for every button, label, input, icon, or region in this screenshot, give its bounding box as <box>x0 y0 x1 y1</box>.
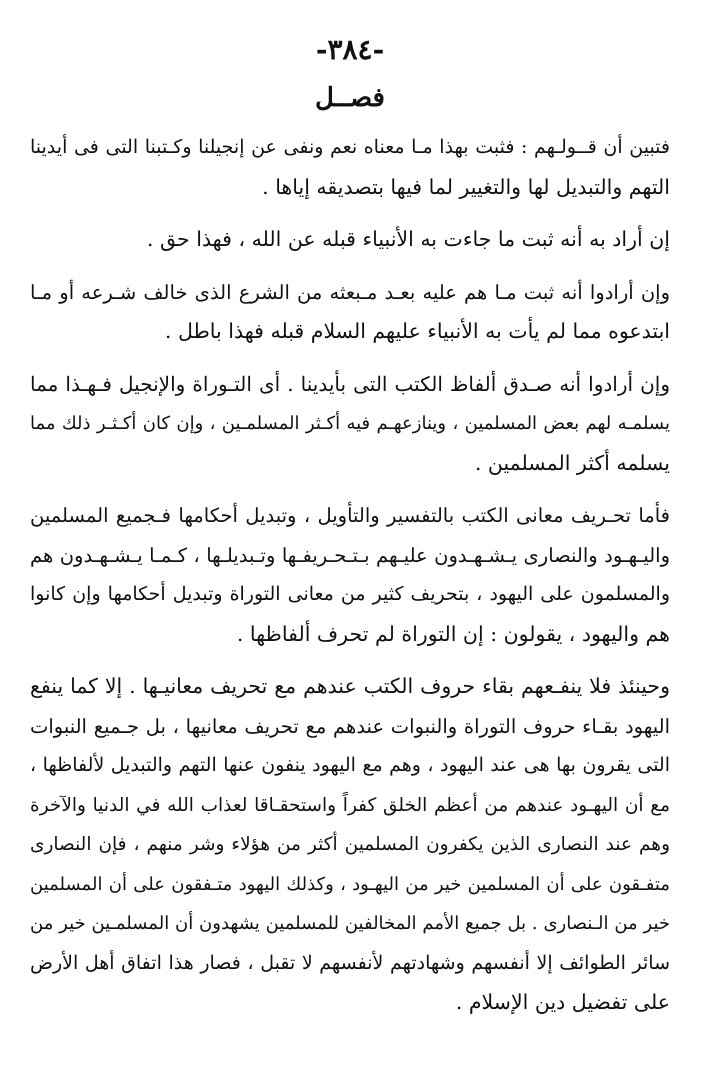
text-line: وهم عند النصارى الذين يكفرون المسلمين أكثر من هؤلاء وشر منهم ، فإن النصارى <box>30 834 670 855</box>
paragraph-1 <box>30 128 670 207</box>
document-page <box>30 30 670 1036</box>
text-line: مع أن اليهـود عندهم من أعظم الخلق كفراً واستحقـاقا لعذاب الله في الدنيا والآخرة <box>30 794 670 816</box>
text-line: التى يقرون بها هى عند اليهود ، وهم مع اليهود ينفون عنها التهم والتبديل لألفاظها ، <box>30 754 670 776</box>
paragraph-2 <box>30 220 670 260</box>
text-line: وإن أرادوا أنه صـدق ألفاظ الكتب التى بأيدينا . أى التـوراة والإنجيل فـهـذا مما <box>30 371 670 396</box>
text-line: وإن أرادوا أنه ثبت مـا هم عليه بعـد مـبعثه من الشرع الذى خالف شـرعه أو مـا <box>30 280 670 304</box>
text-line: يسلمه أكثر المسلمين . <box>474 450 670 475</box>
text-line: واليـهـود والنصارى يـشـهـدون عليـهم بـتـحـريفـها وتـبديلـها ، كـمـا يـشـهـدون هم <box>30 543 670 567</box>
text-line: فأما تحـريف معانى الكتب بالتفسير والتأويل ، وتبديل أحكامها فـجميع المسلمين <box>30 504 670 527</box>
paragraph-4 <box>30 365 670 484</box>
text-line: متفـقون على أن المسلمين خير من اليهـود ، وكذلك اليهود متـفقون على أن المسلمين <box>30 873 670 895</box>
text-line: يسلمـه لهم بعض المسلمين ، وينازعهـم فيه أكـثر المسلمـين ، وإن كان أكـثـر ذلك مما <box>30 413 670 434</box>
text-line: هم واليهود ، يقولون : إن التوراة لم تحرف ألفاظها . <box>236 621 670 646</box>
text-line: اليهود بقـاء حروف التوراة والنبوات عندهم مع تحريف معانيها ، بل جـميع النبوات <box>30 714 670 738</box>
text-line: فتبين أن قــولـهم : فثبت بهذا مـا معناه نعم ونفى عن إنجيلنا وكـتبنا التى فى أيدينا <box>30 136 670 158</box>
paragraph-6 <box>30 667 670 1023</box>
text-line: والمسلمون على اليهود ، بتحريف كثير من معانى التوراة وتبديل أحكامها وإن كانوا <box>30 583 670 605</box>
text-line: ابتدعوه مما لم يأت به الأنبياء عليهم السلام قبله فهذا باطل . <box>164 319 670 343</box>
page-number: -٣٨٤- <box>315 33 385 66</box>
paragraph-5 <box>30 496 670 654</box>
text-line: التهم والتبديل لها والتغيير لما فيها بتصديقه إياها . <box>262 174 670 199</box>
text-line: إن أراد به أنه ثبت ما جاءت به الأنبياء قبله عن الله ، فهذا حق . <box>146 227 670 251</box>
text-line: على تفضيل دين الإسلام . <box>455 990 670 1014</box>
text-line: سائر الطوائف إلا أنفسهم وشهادتهم لأنفسهم لا تقبل ، فصار هذا اتفاق أهل الأرض <box>30 951 670 974</box>
text-line: وحينئذ فلا ينفـعهم بقاء حروف الكتب عندهم مع تحريف معانيـها . إلا كما ينفع <box>30 674 670 698</box>
section-title: فصــل <box>315 83 385 113</box>
text-line: خير من الـنصارى . بل جميع الأمم المخالفين للمسلمين يشهدون أن المسلمـين خير من <box>30 913 670 934</box>
paragraph-3 <box>30 273 670 352</box>
